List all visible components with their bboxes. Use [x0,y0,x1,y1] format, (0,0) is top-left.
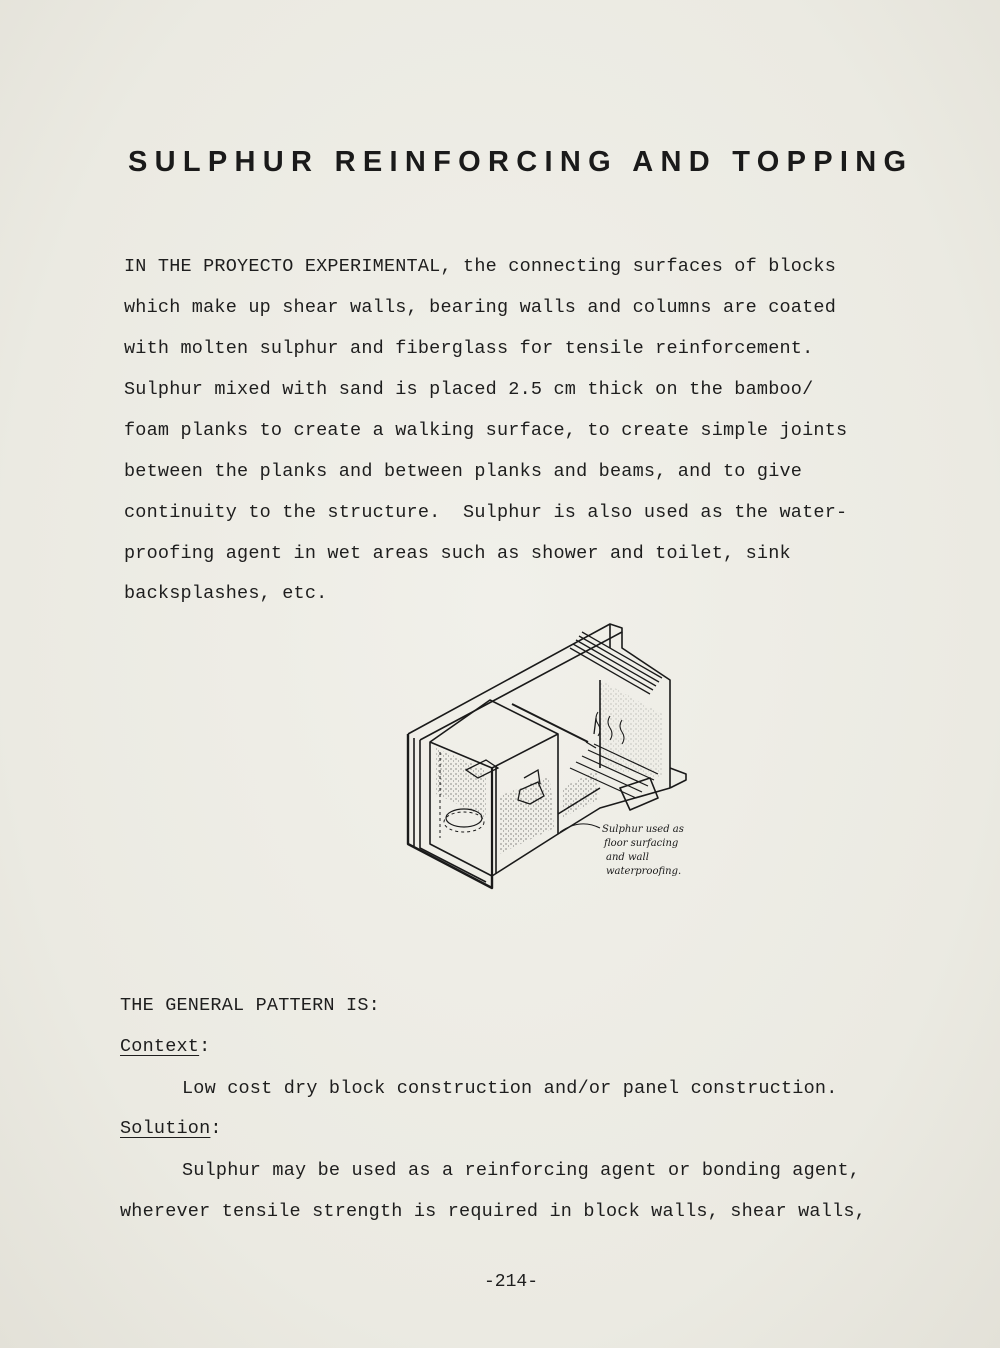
solution-label: Solution [120,1118,211,1139]
context-colon: : [199,1036,211,1057]
annotation-line-2: floor surfacing [604,838,679,849]
annotation-line-3: and wall [606,852,649,863]
intro-line: backsplashes, etc. [124,583,328,604]
solution-heading [120,1118,222,1139]
solution-line: Sulphur may be used as a reinforcing agent or bonding agent, [182,1160,861,1181]
context-label: Context [120,1036,200,1057]
annotation-line-4: waterproofing. [606,866,682,877]
intro-line: foam planks to create a walking surface, to create simple joints [124,420,848,441]
intro-line: which make up shear walls, bearing walls and columns are coated [124,297,837,318]
intro-line: IN THE PROYECTO EXPERIMENTAL, the connecting surfaces of blocks [124,256,837,277]
bathroom-axonometric-illustration [400,618,720,898]
solution-line: wherever tensile strength is required in block walls, shear walls, [120,1201,866,1222]
intro-line: with molten sulphur and fiberglass for tensile reinforcement. [124,338,814,359]
intro-line: between the planks and between planks and beams, and to give [124,461,803,482]
context-text: Low cost dry block construction and/or panel construction. [182,1078,838,1099]
solution-colon: : [210,1118,222,1139]
annotation-line-1: Sulphur used as [602,824,684,835]
context-heading [120,1036,210,1057]
intro-line: proofing agent in wet areas such as shower and toilet, sink [124,543,791,564]
page-number: -214- [484,1272,539,1292]
page-title: SULPHUR REINFORCING AND TOPPING [128,146,914,178]
pattern-heading: THE GENERAL PATTERN IS: [120,995,380,1016]
intro-line: continuity to the structure. Sulphur is also used as the water- [124,502,848,523]
intro-line: Sulphur mixed with sand is placed 2.5 cm thick on the bamboo/ [124,379,814,400]
